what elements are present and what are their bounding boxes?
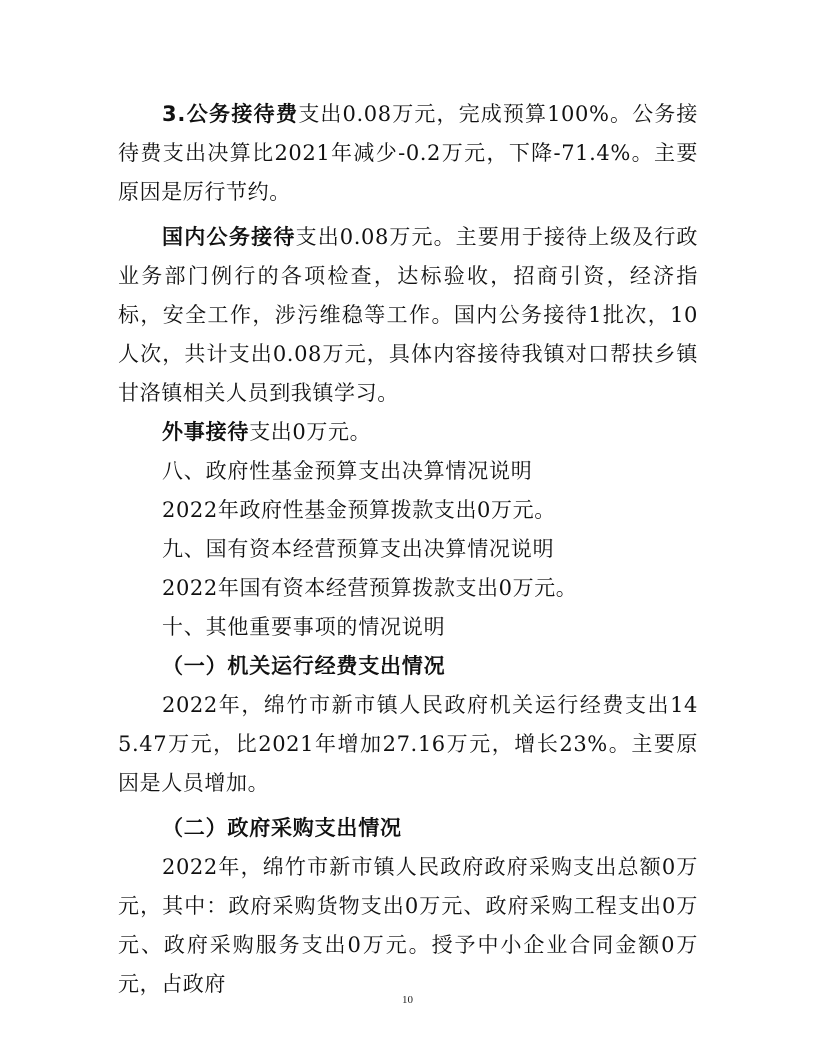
foreign-reception-paragraph: [118, 413, 698, 452]
subsection-1-heading: （一）机关运行经费支出情况: [162, 654, 446, 678]
domestic-reception-label: 国内公务接待: [162, 225, 296, 249]
section-8-heading: 八、政府性基金预算支出决算情况说明: [162, 459, 533, 483]
domestic-reception-text: 支出0.08万元。主要用于接待上级及行政业务部门例行的各项检查，达标验收，招商引资，经济指标，安全工作，涉污维稳等工作。国内公务接待1批次，10人次，共计支出0.08万元，具体内容接待我镇对口帮扶乡镇甘洛镇相关人员到我镇学习。: [118, 225, 698, 405]
domestic-reception-paragraph: [118, 218, 698, 413]
reception-fee-paragraph: [118, 95, 698, 212]
subsection-2-text: 2022年，绵竹市新市镇人民政府政府采购支出总额0万元，其中：政府采购货物支出0万元、政府采购工程支出0万元、政府采购服务支出0万元。授予中小企业合同金额0万元，占政府: [118, 855, 698, 996]
section-8-text: 2022年政府性基金预算拨款支出0万元。: [162, 498, 556, 522]
subsection-1-text: 2022年，绵竹市新市镇人民政府机关运行经费支出145.47万元，比2021年增加27.16万元，增长23%。主要原因是人员增加。: [118, 693, 698, 795]
foreign-reception-text: 支出0万元。: [249, 420, 372, 444]
page-number: 10: [402, 994, 413, 1006]
reception-fee-label: 3.公务接待费: [162, 102, 299, 126]
reception-fee-text: 支出0.08万元，完成预算100%。公务接待费支出决算比2021年减少-0.2万元，下降-71.4%。主要原因是厉行节约。: [118, 102, 698, 204]
subsection-2-heading: （二）政府采购支出情况: [162, 816, 402, 840]
page-content: [118, 95, 698, 1004]
section-10-heading: 十、其他重要事项的情况说明: [162, 615, 446, 639]
section-9-heading: 九、国有资本经营预算支出决算情况说明: [162, 537, 555, 561]
section-9-text: 2022年国有资本经营预算拨款支出0万元。: [162, 576, 578, 600]
foreign-reception-label: 外事接待: [162, 420, 250, 444]
